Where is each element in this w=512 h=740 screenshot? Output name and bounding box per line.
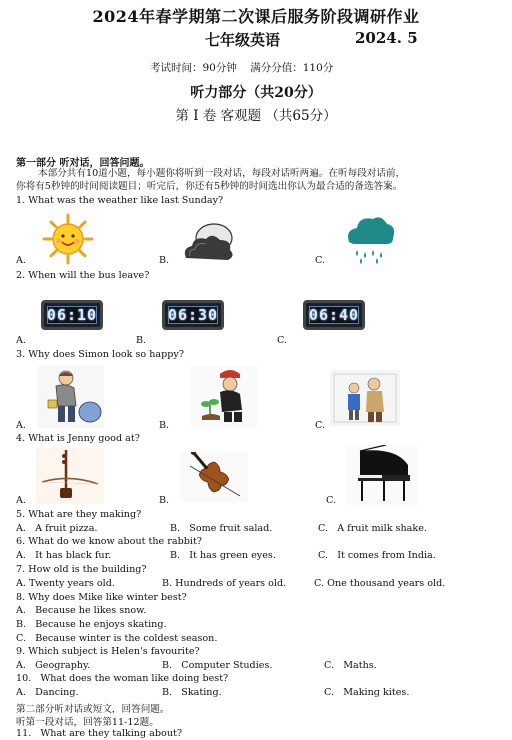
question-2: 2. When will the bus leave? [16,270,150,281]
q5-option-a[interactable]: A. A fruit pizza. [16,523,98,534]
q1-option-c[interactable]: C. [315,255,326,266]
piano-image [346,445,418,505]
clock-a-display: 06:10 [46,306,98,324]
clock-0640 [303,300,365,330]
clock-0610 [41,300,103,330]
question-8: 8. Why does Mike like winter best? [16,592,187,603]
paper-subtitle: 七年级英语 [205,31,281,49]
q1-option-b[interactable]: B. [159,255,170,266]
q7-option-b[interactable]: B. Hundreds of years old. [162,578,287,589]
q8-option-a[interactable]: A. Because he likes snow. [16,605,147,616]
part1-instructions-2: 你将有5秒钟的时间阅读题目；听完后，你还有5秒钟的时间选出你认为最合适的备选答案。 [16,181,403,192]
exam-info: 考试时间：90分钟 满分分值：110分 [150,62,334,74]
boy-picking-rubbish-image [38,366,104,428]
paper-title: 2024年春学期第二次课后服务阶段调研作业 [92,7,420,26]
part2-title: 第二部分听对话或短文，回答问题。 [16,704,170,715]
q6-option-a[interactable]: A. It has black fur. [16,550,112,561]
paper-date: 2024. 5 [355,29,418,47]
grandpa-and-boy-image [330,370,400,426]
q5-option-c[interactable]: C. A fruit milk shake. [318,523,427,534]
part2-subtitle: 听第一段对话，回答第11-12题。 [16,717,159,728]
question-3: 3. Why does Simon look so happy? [16,349,184,360]
part1-title: 第一部分 听对话，回答问题。 [16,158,150,169]
listening-title: 听力部分（共20分） [190,85,322,101]
q7-option-c[interactable]: C. One thousand years old. [314,578,446,589]
erhu-image [36,448,104,504]
question-7: 7. How old is the building? [16,564,147,575]
q9-option-a[interactable]: A. Geography. [16,660,91,671]
q6-option-c[interactable]: C. It comes from India. [318,550,436,561]
question-6: 6. What do we know about the rabbit? [16,536,202,547]
cloudy-icon [180,220,240,264]
q10-option-a[interactable]: A. Dancing. [16,687,79,698]
q2-option-b[interactable]: B. [136,335,147,346]
clock-c-display: 06:40 [308,306,360,324]
question-10: 10. What does the woman like doing best? [16,673,229,684]
question-11: 11. What are they talking about? [16,728,182,739]
volume-title: 第 I 卷 客观题 （共65分） [175,108,337,124]
q6-option-b[interactable]: B. It has green eyes. [170,550,276,561]
q5-option-b[interactable]: B. Some fruit salad. [170,523,273,534]
q8-option-c[interactable]: C. Because winter is the coldest season. [16,633,218,644]
clock-b-display: 06:30 [167,306,219,324]
q4-option-a[interactable]: A. [16,495,26,506]
q3-option-b[interactable]: B. [159,420,170,431]
q10-option-c[interactable]: C. Making kites. [324,687,410,698]
q2-option-c[interactable]: C. [277,335,288,346]
q4-option-c[interactable]: C. [326,495,337,506]
q3-option-c[interactable]: C. [315,420,326,431]
question-9: 9. Which subject is Helen's favourite? [16,646,200,657]
boy-planting-tree-image [190,366,258,428]
violin-image [180,452,248,502]
part1-instructions-1: 本部分共有10道小题，每小题你将听到一段对话，每段对话听两遍。在听每段对话前， [38,168,406,179]
q2-option-a[interactable]: A. [16,335,26,346]
q4-option-b[interactable]: B. [159,495,170,506]
question-1: 1. What was the weather like last Sunday? [16,195,224,206]
q1-option-a[interactable]: A. [16,255,26,266]
question-5: 5. What are they making? [16,509,142,520]
q9-option-b[interactable]: B. Computer Studies. [162,660,273,671]
q9-option-c[interactable]: C. Maths. [324,660,377,671]
q8-option-b[interactable]: B. Because he enjoys skating. [16,619,167,630]
clock-0630 [162,300,224,330]
q10-option-b[interactable]: B. Skating. [162,687,222,698]
sun-icon [42,213,94,265]
q3-option-a[interactable]: A. [16,420,26,431]
rain-cloud-icon [343,212,397,266]
q7-option-a[interactable]: A. Twenty years old. [16,578,115,589]
question-4: 4. What is Jenny good at? [16,433,140,444]
